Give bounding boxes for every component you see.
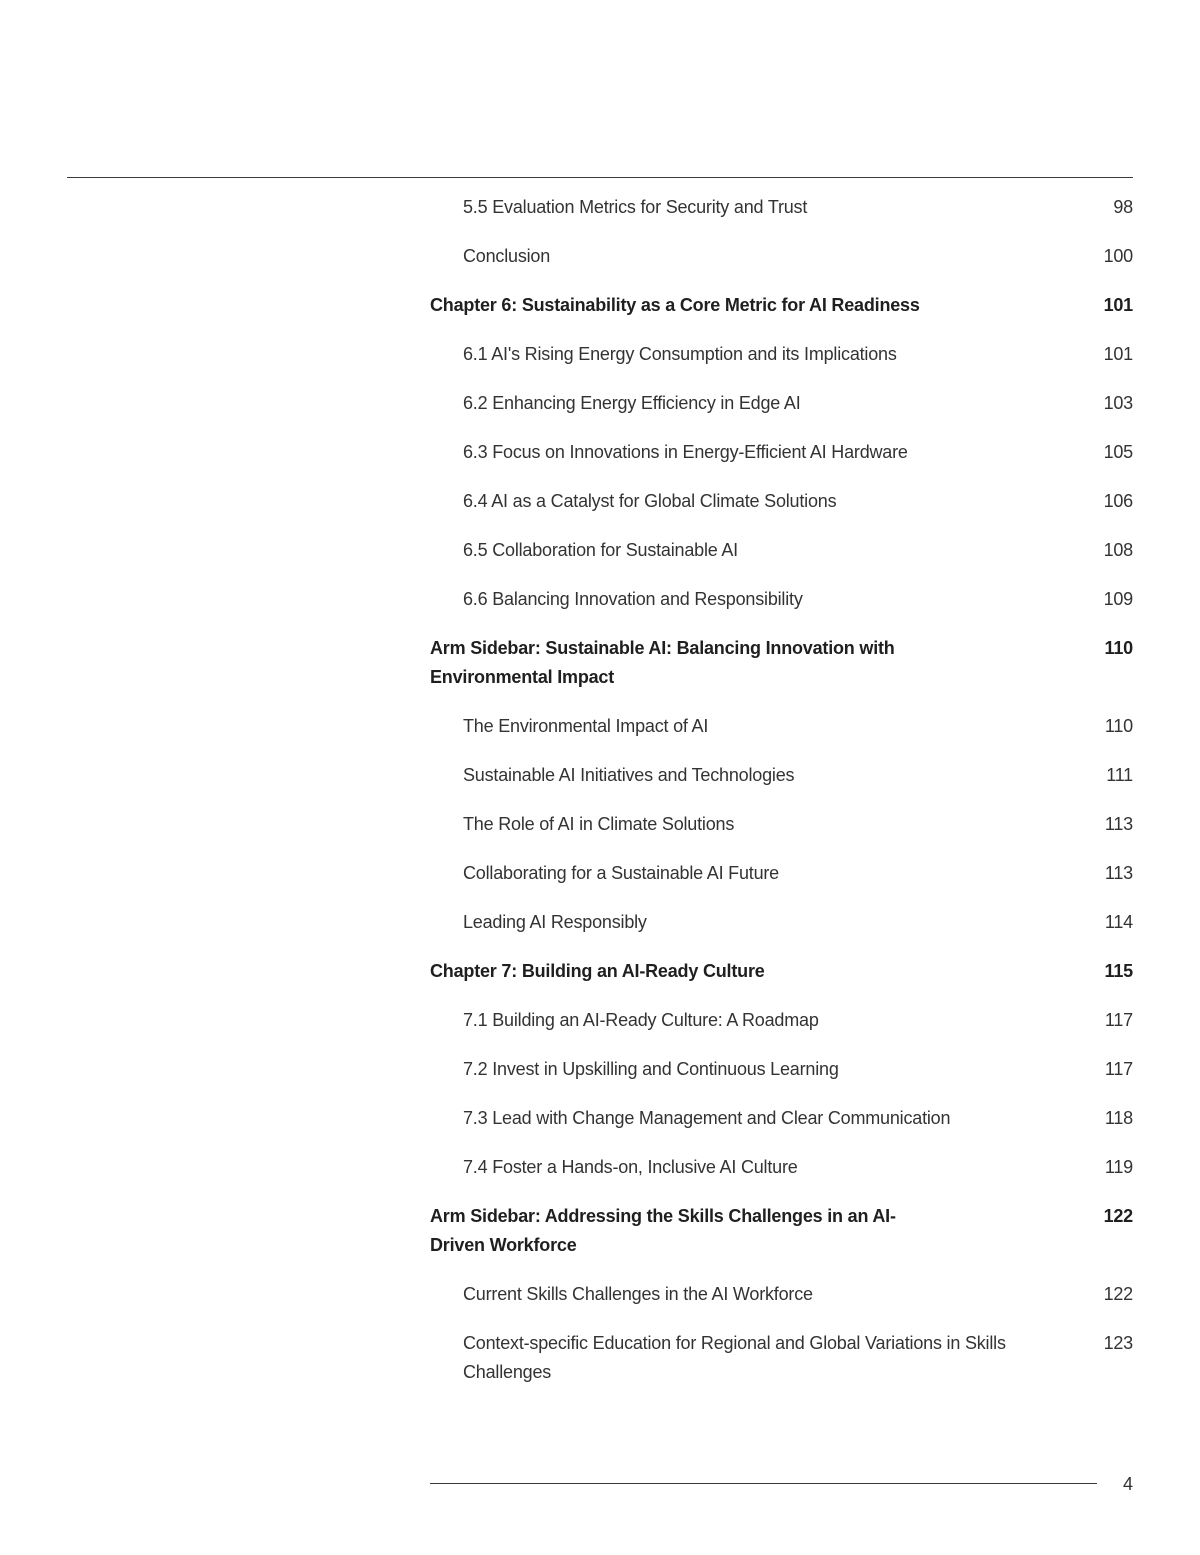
toc-entry-7-3[interactable] — [430, 1104, 1133, 1133]
toc-entry-title: Arm Sidebar: Sustainable AI: Balancing Innovation with Environmental Impact — [430, 638, 895, 687]
toc-entry-5-5[interactable] — [430, 193, 1133, 222]
toc-chapter-6[interactable] — [430, 291, 1133, 320]
toc-entry-page: 117 — [1104, 1010, 1133, 1030]
toc-entry-6-4[interactable] — [430, 487, 1133, 516]
toc-entry-title: Context-specific Education for Regional and Global Variations in Skills Challenges — [463, 1333, 1006, 1382]
toc-entry-page: 105 — [1103, 442, 1133, 462]
toc-entry-title: 7.1 Building an AI-Ready Culture: A Roadmap — [463, 1010, 819, 1030]
toc-entry-role-climate[interactable] — [430, 810, 1133, 839]
toc-entry-page: 117 — [1104, 1059, 1133, 1079]
toc-entry-page: 101 — [1103, 295, 1133, 315]
footer-divider — [430, 1483, 1097, 1484]
toc-entry-page: 100 — [1103, 246, 1133, 266]
toc-entry-title: Conclusion — [463, 246, 551, 266]
toc-entry-page: 113 — [1104, 814, 1133, 834]
toc-entry-6-6[interactable] — [430, 585, 1133, 614]
toc-entry-page: 110 — [1104, 638, 1133, 658]
toc-entry-page: 108 — [1103, 540, 1133, 560]
toc-entry-page: 113 — [1104, 863, 1133, 883]
toc-entry-title: Collaborating for a Sustainable AI Future — [463, 863, 779, 883]
toc-entry-environmental-impact[interactable] — [430, 712, 1133, 741]
toc-entry-page: 119 — [1104, 1157, 1133, 1177]
toc-entry-sustainable-initiatives[interactable] — [430, 761, 1133, 790]
toc-entry-title: Chapter 6: Sustainability as a Core Metric for AI Readiness — [430, 295, 920, 315]
toc-entry-title: 7.3 Lead with Change Management and Clear Communication — [463, 1108, 951, 1128]
toc-entry-title: The Environmental Impact of AI — [463, 716, 709, 736]
toc-entry-title: Leading AI Responsibly — [463, 912, 647, 932]
toc-entry-title: 7.4 Foster a Hands-on, Inclusive AI Culture — [463, 1157, 798, 1177]
toc-entry-page: 111 — [1106, 765, 1133, 785]
toc-entry-title: Current Skills Challenges in the AI Workforce — [463, 1284, 813, 1304]
toc-entry-page: 122 — [1103, 1284, 1133, 1304]
toc-entry-leading-responsibly[interactable] — [430, 908, 1133, 937]
toc-entry-page: 115 — [1104, 961, 1133, 981]
toc-entry-conclusion[interactable] — [430, 242, 1133, 271]
toc-entry-6-3[interactable] — [430, 438, 1133, 467]
toc-sidebar-skills-challenges[interactable] — [430, 1202, 1133, 1260]
toc-entry-page: 101 — [1103, 344, 1133, 364]
toc-entry-title: 6.3 Focus on Innovations in Energy-Efficient AI Hardware — [463, 442, 908, 462]
toc-entry-6-2[interactable] — [430, 389, 1133, 418]
table-of-contents — [430, 193, 1133, 1407]
toc-entry-page: 103 — [1103, 393, 1133, 413]
toc-entry-page: 109 — [1103, 589, 1133, 609]
toc-entry-page: 114 — [1104, 912, 1133, 932]
toc-entry-page: 118 — [1104, 1108, 1133, 1128]
toc-entry-title: 6.2 Enhancing Energy Efficiency in Edge AI — [463, 393, 801, 413]
toc-entry-page: 122 — [1103, 1206, 1133, 1226]
toc-entry-page: 110 — [1104, 716, 1133, 736]
toc-chapter-7[interactable] — [430, 957, 1133, 986]
toc-sidebar-sustainable-ai[interactable] — [430, 634, 1133, 692]
toc-entry-7-4[interactable] — [430, 1153, 1133, 1182]
toc-entry-page: 123 — [1103, 1333, 1133, 1353]
toc-entry-title: Sustainable AI Initiatives and Technologies — [463, 765, 795, 785]
toc-entry-title: Arm Sidebar: Addressing the Skills Challenges in an AI-Driven Workforce — [430, 1206, 896, 1255]
toc-entry-page: 106 — [1103, 491, 1133, 511]
toc-entry-page: 98 — [1113, 197, 1133, 217]
toc-entry-current-skills[interactable] — [430, 1280, 1133, 1309]
toc-entry-title: 6.1 AI's Rising Energy Consumption and its Implications — [463, 344, 897, 364]
toc-entry-title: 6.5 Collaboration for Sustainable AI — [463, 540, 738, 560]
page-number: 4 — [1122, 1474, 1133, 1494]
toc-entry-title: 7.2 Invest in Upskilling and Continuous Learning — [463, 1059, 839, 1079]
toc-entry-7-1[interactable] — [430, 1006, 1133, 1035]
toc-entry-title: 6.4 AI as a Catalyst for Global Climate Solutions — [463, 491, 837, 511]
toc-entry-title: 6.6 Balancing Innovation and Responsibility — [463, 589, 803, 609]
toc-entry-title: 5.5 Evaluation Metrics for Security and Trust — [463, 197, 808, 217]
toc-entry-6-5[interactable] — [430, 536, 1133, 565]
toc-entry-title: The Role of AI in Climate Solutions — [463, 814, 735, 834]
toc-entry-collaborating-future[interactable] — [430, 859, 1133, 888]
toc-entry-context-education[interactable] — [430, 1329, 1133, 1387]
toc-entry-6-1[interactable] — [430, 340, 1133, 369]
toc-entry-7-2[interactable] — [430, 1055, 1133, 1084]
header-divider — [67, 177, 1133, 178]
toc-entry-title: Chapter 7: Building an AI-Ready Culture — [430, 961, 765, 981]
